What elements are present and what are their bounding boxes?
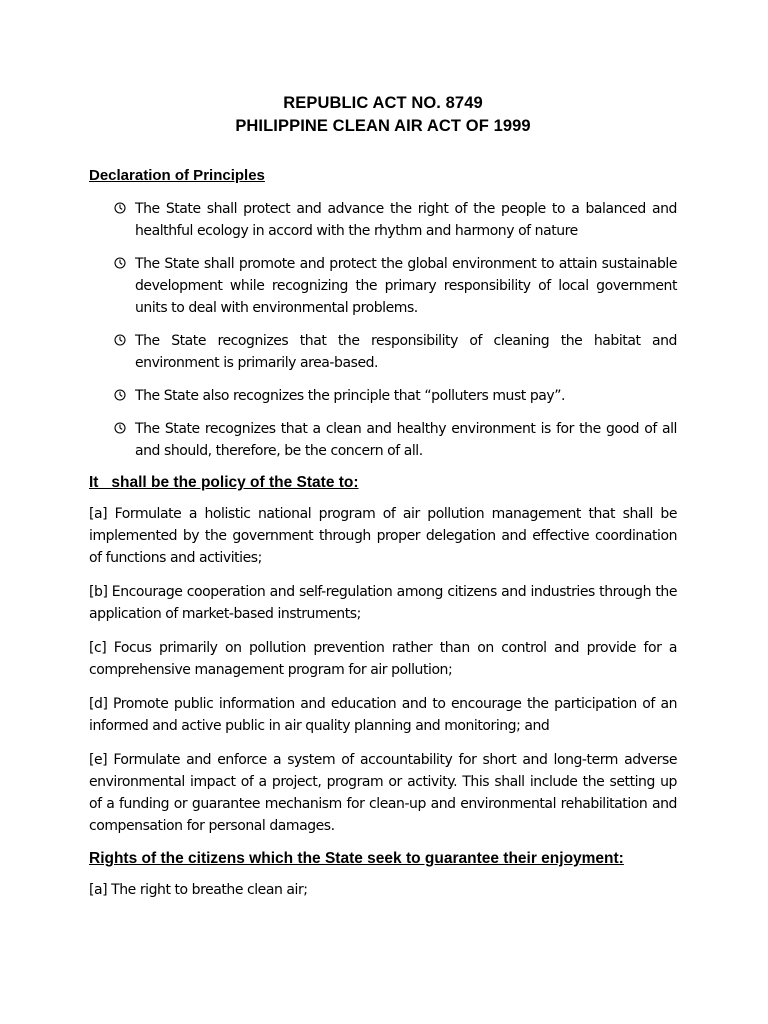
principles-heading: Declaration of Principles (89, 167, 265, 184)
document-title: REPUBLIC ACT NO. 8749 (283, 94, 483, 112)
policy-heading: It shall be the policy of the State to: (89, 474, 359, 491)
principle-text: The State recognizes that the responsibility of cleaning the habitat and environment is primarily area-based. (135, 333, 677, 371)
principle-item (89, 385, 677, 407)
rights-heading: Rights of the citizens which the State seek to guarantee their enjoyment: (89, 850, 624, 867)
clock-icon (114, 422, 126, 434)
principle-item (89, 253, 677, 319)
document-subtitle: PHILIPPINE CLEAN AIR ACT OF 1999 (235, 117, 531, 135)
rights-item: [a] The right to breathe clean air; (89, 882, 308, 898)
policy-item: [c] Focus primarily on pollution prevention rather than on control and provide for a comprehensive management program for air pollution; (89, 640, 677, 678)
principle-text: The State recognizes that a clean and healthy environment is for the good of all and should, therefore, be the concern of all. (135, 421, 677, 459)
clock-icon (114, 257, 126, 269)
policy-item: [b] Encourage cooperation and self-regulation among citizens and industries through the application of market-based instruments; (89, 584, 677, 622)
clock-icon (114, 389, 126, 401)
title-block (89, 92, 677, 138)
clock-icon (114, 202, 126, 214)
policy-item: [a] Formulate a holistic national program of air pollution management that shall be implemented by the government through proper delegation and effective coordination of functions and activities; (89, 506, 677, 566)
principle-text: The State shall protect and advance the right of the people to a balanced and healthful ecology in accord with the rhythm and harmony of nature (135, 201, 677, 239)
document-page (89, 92, 677, 913)
principles-list (89, 198, 677, 462)
principle-text: The State also recognizes the principle that “polluters must pay”. (135, 388, 566, 404)
policy-item: [d] Promote public information and education and to encourage the participation of an informed and active public in air quality planning and monitoring; and (89, 696, 677, 734)
principle-item (89, 330, 677, 374)
principle-text: The State shall promote and protect the global environment to attain sustainable development while recognizing the primary responsibility of local government units to deal with environmental problems. (135, 256, 677, 316)
policy-item: [e] Formulate and enforce a system of accountability for short and long-term adverse environmental impact of a project, program or activity. This shall include the setting up of a funding or guarantee mechanism for clean-up and environmental rehabilitation and compensation for personal damages. (89, 752, 677, 834)
principle-item (89, 198, 677, 242)
principle-item (89, 418, 677, 462)
clock-icon (114, 334, 126, 346)
